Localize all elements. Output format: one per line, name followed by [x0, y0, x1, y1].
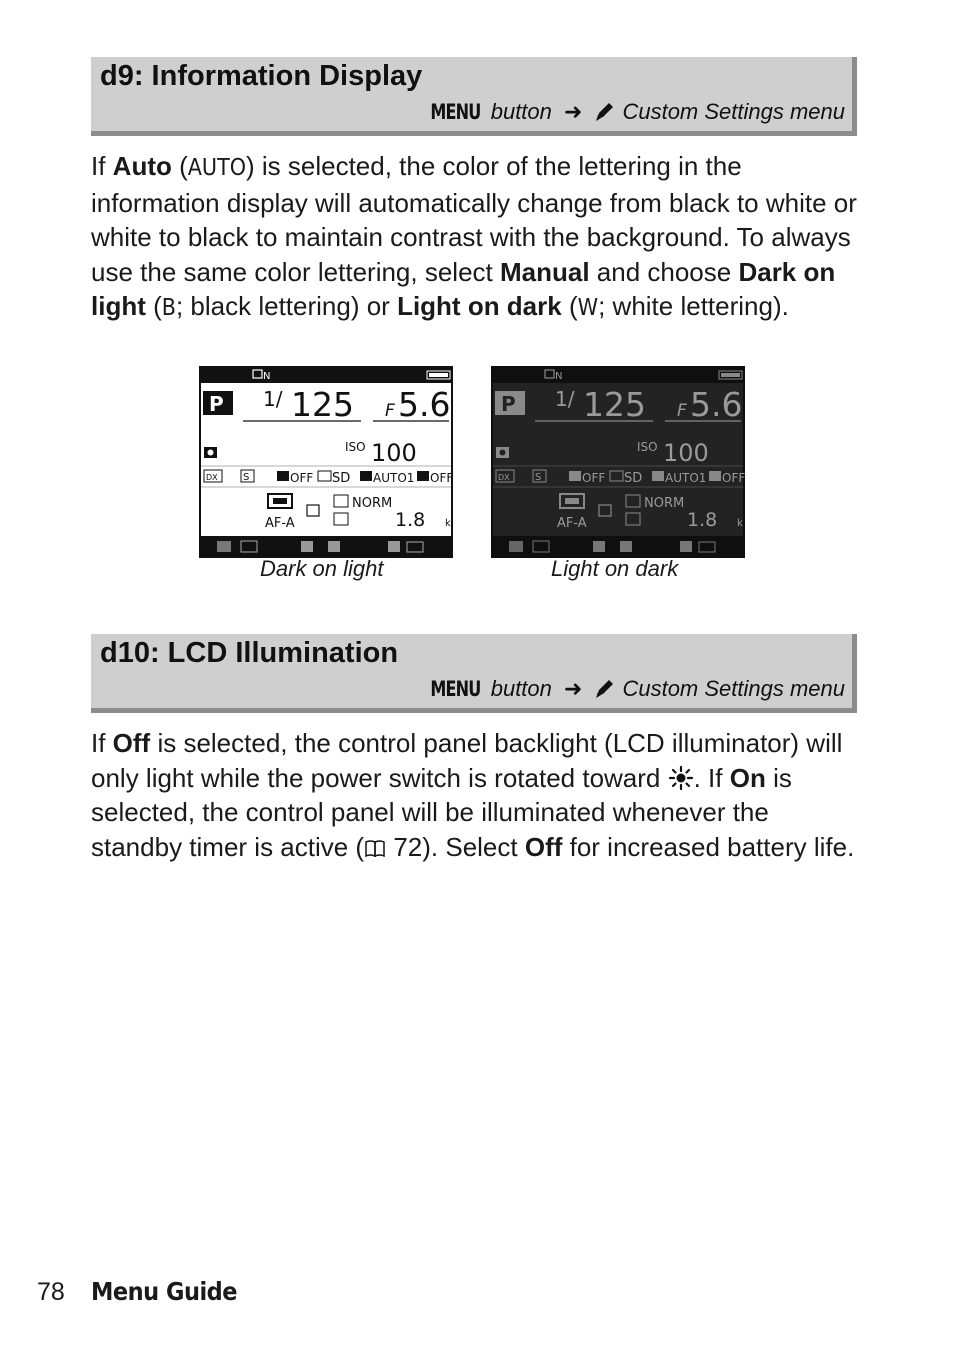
s-indicator: S [243, 472, 250, 483]
caption-dark-on-light: Dark on light [260, 556, 384, 581]
hdr-value: OFF [430, 471, 453, 485]
adl-value: OFF [290, 471, 314, 485]
dx-indicator: DX [206, 473, 218, 482]
text: ( [561, 291, 578, 322]
b-glyph: B [161, 295, 176, 322]
shutter-fraction: 1/ [555, 387, 575, 411]
shutter-speed: 125 [291, 385, 354, 424]
aperture-value: 5.6 [398, 385, 451, 424]
arrow-right-icon: ➜ [563, 676, 583, 701]
picture-control-value: SD [624, 471, 643, 486]
page-reference[interactable]: 72 [386, 831, 423, 862]
dx-indicator: DX [498, 473, 510, 482]
shutter-fraction: 1/ [263, 387, 283, 411]
menu-button-label: MENU [430, 677, 481, 701]
text: for increased battery life. [562, 831, 855, 862]
auto-option: Auto [112, 151, 172, 181]
iso-value: 100 [663, 439, 709, 467]
quality-value: NORM [352, 496, 393, 511]
pencil-icon [594, 100, 616, 122]
illuminator-sun-icon [668, 765, 694, 791]
s-indicator: S [535, 472, 542, 483]
af-mode: AF-A [265, 516, 295, 531]
release-mode-text: N [263, 371, 271, 382]
arrow-right-icon: ➜ [563, 99, 583, 124]
frames-unit: k [445, 518, 451, 529]
off-option: Off [112, 728, 151, 758]
info-display-svg [491, 366, 745, 558]
iso-value: 100 [371, 439, 417, 467]
text: is selected, the control panel backlight (LCD illuminator) will only light while the power switch is rotated toward [91, 728, 843, 793]
off-option: Off [524, 831, 563, 862]
d9-paragraph [91, 149, 857, 326]
button-word: button [490, 99, 552, 124]
f-prefix: F [677, 401, 687, 421]
d9-header [91, 57, 857, 136]
iso-label: ISO [345, 440, 366, 454]
iso-label: ISO [637, 440, 658, 454]
text: ). Select [422, 831, 525, 862]
manual-option: Manual [499, 256, 590, 287]
text: is selected, the control panel will be illuminated whenever the standby timer is active ( [91, 762, 792, 862]
frames-unit: k [737, 518, 743, 529]
text: If [91, 728, 113, 758]
f-prefix: F [385, 401, 395, 421]
frames-remaining: 1.8 [395, 509, 426, 531]
caption-light-on-dark: Light on dark [551, 556, 679, 581]
picture-control-value: SD [332, 471, 351, 486]
w-glyph: W [577, 295, 599, 322]
mode-letter: P [501, 392, 516, 416]
mode-letter: P [209, 392, 224, 416]
info-display-dark-on-light [199, 366, 453, 558]
d9-title: d9: Information Display [100, 60, 423, 92]
menu-button-label: MENU [430, 100, 481, 124]
shutter-speed: 125 [583, 385, 646, 424]
af-mode: AF-A [557, 516, 587, 531]
page-number: 78 [37, 1278, 65, 1306]
custom-settings-label: Custom Settings menu [622, 99, 845, 124]
text: ) is selected, the color of the lettering in the information display will automatically change from black to white or white to black to maintain contrast with the background. To always use the same color lettering, select [91, 151, 857, 287]
section-title: Menu Guide [91, 1277, 238, 1306]
text: and choose [589, 256, 739, 287]
hdr-value: OFF [722, 471, 745, 485]
wb-value: AUTO1 [665, 471, 707, 485]
quality-value: NORM [644, 496, 685, 511]
light-on-dark-option: Light on dark [397, 291, 562, 322]
book-reference-icon [364, 838, 386, 858]
wb-value: AUTO1 [373, 471, 415, 485]
text: If [91, 151, 113, 181]
aperture-value: 5.6 [690, 385, 743, 424]
pencil-icon [594, 677, 616, 699]
info-display-light-on-dark [491, 366, 745, 558]
custom-settings-label: Custom Settings menu [622, 676, 845, 701]
text: ; black lettering) or [175, 291, 398, 322]
d10-header [91, 634, 857, 713]
frames-remaining: 1.8 [687, 509, 718, 531]
on-option: On [729, 762, 766, 793]
release-mode-text: N [555, 371, 563, 382]
d9-menu-path [426, 99, 845, 125]
d10-title: d10: LCD Illumination [100, 637, 399, 669]
text: ; white lettering). [598, 291, 789, 322]
text: . If [693, 762, 730, 793]
adl-value: OFF [582, 471, 606, 485]
info-display-svg [199, 366, 453, 558]
button-word: button [490, 676, 552, 701]
dark-on-light-option: Dark on light [91, 256, 836, 322]
d10-menu-path [426, 676, 845, 702]
text: ( [145, 291, 162, 322]
text: ( [171, 151, 188, 181]
d10-paragraph [91, 726, 857, 864]
auto-glyph: AUTO [187, 155, 246, 181]
